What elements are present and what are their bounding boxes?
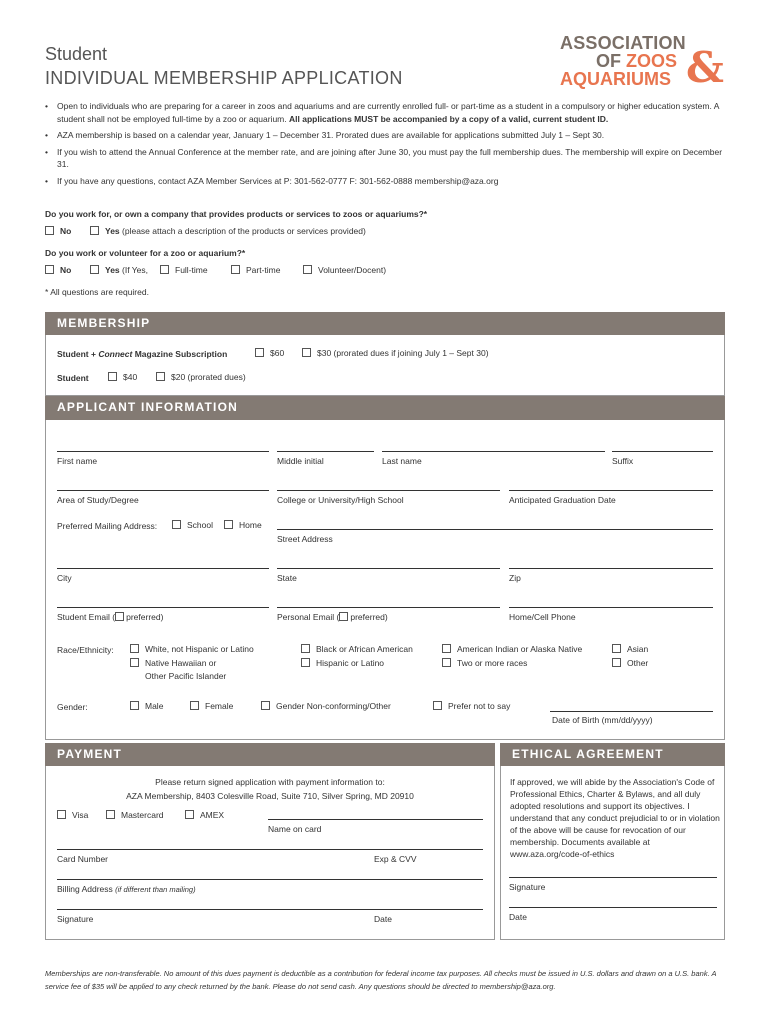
payment-instruction-1: Please return signed application with payment information to:	[155, 777, 385, 787]
race-black-option	[301, 644, 413, 654]
payment-signature-field[interactable]	[57, 909, 483, 910]
membership-row1-label	[57, 349, 227, 359]
page-title: INDIVIDUAL MEMBERSHIP APPLICATION	[45, 68, 403, 88]
gender-nc-label: Gender Non-conforming/Other	[276, 701, 391, 711]
race-asian-label: Asian	[627, 644, 649, 654]
ethical-text: If approved, we will abide by the Association's Code of Professional Ethics, Charter & Bylaws, and all duly adopted resolutions and support its objectives. I understand that any conduct prejudicial to or in violation of the above will be cause for revocation of our membership. Documents available at www.aza.org/code-of-ethics	[510, 777, 720, 859]
logo-ampersand: &	[686, 43, 724, 92]
payment-frame	[45, 743, 495, 940]
card-number-label: Card Number	[57, 854, 109, 864]
membership-row2-label: Student	[57, 373, 89, 383]
race-native-checkbox[interactable]	[442, 644, 451, 653]
logo-line-2a: OF	[596, 51, 621, 71]
ethical-header: ETHICAL AGREEMENT	[500, 743, 725, 766]
grad-date-field[interactable]	[509, 490, 713, 491]
student-email-label-a: Student Email (	[57, 612, 116, 622]
logo-line-2b: ZOOS	[626, 51, 678, 71]
mailing-home-option	[224, 520, 262, 530]
student-email-field[interactable]	[57, 607, 269, 608]
student-email-preferred-checkbox[interactable]	[115, 612, 124, 621]
q1-yes-checkbox[interactable]	[90, 226, 99, 235]
race-hawaiian-label: Native Hawaiian or	[145, 658, 217, 668]
membership-40-label: $40	[123, 372, 138, 382]
street-address-field[interactable]	[277, 529, 713, 530]
q2-volunteer-label: Volunteer/Docent)	[318, 265, 387, 275]
membership-20-checkbox[interactable]	[156, 372, 165, 381]
q1-no-checkbox[interactable]	[45, 226, 54, 235]
q1-no-label: No	[60, 226, 72, 236]
race-other-option	[612, 658, 648, 668]
street-address-label: Street Address	[277, 534, 333, 544]
ethical-date-label: Date	[509, 912, 527, 922]
membership-30-checkbox[interactable]	[302, 348, 311, 357]
membership-row2-opt1	[108, 372, 137, 382]
race-asian-option	[612, 644, 648, 654]
race-black-label: Black or African American	[316, 644, 413, 654]
dob-field[interactable]	[550, 711, 713, 712]
mailing-school-label: School	[187, 520, 213, 530]
last-name-label: Last name	[382, 456, 422, 466]
membership-60-checkbox[interactable]	[255, 348, 264, 357]
visa-option	[57, 810, 88, 820]
q2-fulltime-checkbox[interactable]	[160, 265, 169, 274]
q1-yes-label: Yes	[105, 226, 120, 236]
ethical-signature-field[interactable]	[509, 877, 717, 878]
race-two-option	[442, 658, 527, 668]
membership-30-label: $30 (prorated dues if joining July 1 – Sept 30)	[317, 348, 489, 358]
mastercard-checkbox[interactable]	[106, 810, 115, 819]
logo-line-3: AQUARIUMS	[560, 69, 671, 89]
dob-label: Date of Birth (mm/dd/yyyy)	[552, 715, 653, 725]
logo-line-1: ASSOCIATION	[560, 33, 686, 53]
q2-parttime-checkbox[interactable]	[231, 265, 240, 274]
q2-fulltime-label: Full-time	[175, 265, 208, 275]
race-two-checkbox[interactable]	[442, 658, 451, 667]
personal-email-label-b: preferred)	[350, 612, 388, 622]
row1-label-a: Student +	[57, 349, 99, 359]
bullet-conference: • If you wish to attend the Annual Conference at the member rate, and are joining after June 30, you must pay the full membership dues. The membership will expire on December 31.	[45, 146, 725, 171]
q2-yes-checkbox[interactable]	[90, 265, 99, 274]
gender-nc-option	[261, 701, 391, 711]
race-hispanic-option	[301, 658, 384, 668]
row1-label-c: Magazine Subscription	[132, 349, 228, 359]
gender-male-option	[130, 701, 163, 711]
ethical-date-field[interactable]	[509, 907, 717, 908]
personal-email-preferred-checkbox[interactable]	[339, 612, 348, 621]
visa-label: Visa	[72, 810, 89, 820]
city-label: City	[57, 573, 72, 583]
q2-volunteer-checkbox[interactable]	[303, 265, 312, 274]
race-hawaiian-option	[130, 658, 216, 668]
exp-cvv-label: Exp & CVV	[374, 854, 417, 864]
mastercard-option	[106, 810, 164, 820]
name-on-card-field[interactable]	[268, 819, 483, 820]
race-hawaiian-label-2: Other Pacific Islander	[145, 671, 227, 681]
membership-60-label: $60	[270, 348, 285, 358]
race-other-checkbox[interactable]	[612, 658, 621, 667]
ethical-signature-label: Signature	[509, 882, 546, 892]
membership-row2-opt2	[156, 372, 246, 382]
membership-40-checkbox[interactable]	[108, 372, 117, 381]
phone-label: Home/Cell Phone	[509, 612, 576, 622]
middle-initial-field[interactable]	[277, 451, 374, 452]
zip-field[interactable]	[509, 568, 713, 569]
student-email-label	[57, 612, 163, 622]
mailing-school-checkbox[interactable]	[172, 520, 181, 529]
gender-label: Gender:	[57, 702, 88, 712]
grad-date-label: Anticipated Graduation Date	[509, 495, 616, 505]
q2-no-label: No	[60, 265, 72, 275]
billing-address-label-a: Billing Address	[57, 884, 113, 894]
required-note: * All questions are required.	[45, 287, 149, 297]
personal-email-label	[277, 612, 388, 622]
name-on-card-label: Name on card	[268, 824, 322, 834]
race-asian-checkbox[interactable]	[612, 644, 621, 653]
gender-prefer-checkbox[interactable]	[433, 701, 442, 710]
state-label: State	[277, 573, 297, 583]
race-black-checkbox[interactable]	[301, 644, 310, 653]
info-bullets	[45, 100, 725, 191]
billing-address-label	[57, 884, 196, 894]
zip-label: Zip	[509, 573, 521, 583]
gender-female-checkbox[interactable]	[190, 701, 199, 710]
race-hawaiian-checkbox[interactable]	[130, 658, 139, 667]
amex-label: AMEX	[200, 810, 225, 820]
aza-logo	[560, 33, 730, 93]
payment-date-label: Date	[374, 914, 392, 924]
first-name-field[interactable]	[57, 451, 269, 452]
bullet-eligibility	[45, 100, 725, 125]
gender-female-option	[190, 701, 233, 711]
q2-parttime-label: Part-time	[246, 265, 281, 275]
race-hispanic-label: Hispanic or Latino	[316, 658, 385, 668]
personal-email-field[interactable]	[277, 607, 500, 608]
card-number-field[interactable]	[57, 849, 483, 850]
race-native-label: American Indian or Alaska Native	[457, 644, 583, 654]
row1-label-connect: Connect	[98, 349, 133, 359]
applicant-header: APPLICANT INFORMATION	[45, 396, 725, 420]
payment-header: PAYMENT	[45, 743, 495, 766]
amex-option	[185, 810, 224, 820]
bullet-eligibility-text: Open to individuals who are preparing for a career in zoos and aquariums and are currently enrolled full- or part-time as a student in a compulsory or higher education system. A student shall not be employed full-time by a zoo or aquarium.	[57, 101, 719, 124]
gender-nc-checkbox[interactable]	[261, 701, 270, 710]
q2-yes-note: (If Yes,	[122, 265, 149, 275]
race-hispanic-checkbox[interactable]	[301, 658, 310, 667]
visa-checkbox[interactable]	[57, 810, 66, 819]
race-white-label: White, not Hispanic or Latino	[145, 644, 254, 654]
membership-20-label: $20 (prorated dues)	[171, 372, 246, 382]
mailing-label: Preferred Mailing Address:	[57, 521, 158, 531]
first-name-label: First name	[57, 456, 98, 466]
membership-header: MEMBERSHIP	[45, 312, 725, 335]
race-native-option	[442, 644, 582, 654]
mailing-home-checkbox[interactable]	[224, 520, 233, 529]
bullet-calendar: • AZA membership is based on a calendar year, January 1 – December 31. Prorated dues are available for applications submitted July 1 – Sept 30.	[45, 129, 725, 142]
phone-field[interactable]	[509, 607, 713, 608]
personal-email-label-a: Personal Email (	[277, 612, 340, 622]
area-of-study-field[interactable]	[57, 490, 269, 491]
q1-yes-note: (please attach a description of the products or services provided)	[122, 226, 366, 236]
race-other-label: Other	[627, 658, 649, 668]
student-email-label-b: preferred)	[126, 612, 164, 622]
payment-instruction-2: AZA Membership, 8403 Colesville Road, Suite 710, Silver Spring, MD 20910	[126, 791, 414, 801]
question-vendor: Do you work for, or own a company that provides products or services to zoos or aquariums?*	[45, 209, 428, 219]
gender-prefer-label: Prefer not to say	[448, 701, 511, 711]
question-zoo: Do you work or volunteer for a zoo or aquarium?*	[45, 248, 246, 258]
mailing-home-label: Home	[239, 520, 262, 530]
area-of-study-label: Area of Study/Degree	[57, 495, 139, 505]
footer-disclaimer: Memberships are non-transferable. No amount of this dues payment is deductible as a contribution for federal income tax purposes. All checks must be issued in U.S. dollars and drawn on a U.S. bank. A service fee of $35 will be applied to any check returned by the bank. Please do not send cash. Any questions should be directed to membership@aza.org.	[45, 969, 717, 991]
q2-yes-label: Yes	[105, 265, 120, 275]
membership-row1-opt1	[255, 348, 284, 358]
last-name-field[interactable]	[382, 451, 605, 452]
gender-female-label: Female	[205, 701, 234, 711]
race-two-label: Two or more races	[457, 658, 528, 668]
billing-address-field[interactable]	[57, 879, 483, 880]
bullet-contact: • If you have any questions, contact AZA Member Services at P: 301-562-0777 F: 301-562-0888 membership@aza.org	[45, 175, 725, 188]
membership-row1-opt2	[302, 348, 489, 358]
title-top: Student	[45, 44, 108, 64]
amex-checkbox[interactable]	[185, 810, 194, 819]
college-label: College or University/High School	[277, 495, 404, 505]
state-field[interactable]	[277, 568, 500, 569]
race-white-option	[130, 644, 254, 654]
suffix-field[interactable]	[612, 451, 713, 452]
gender-male-checkbox[interactable]	[130, 701, 139, 710]
suffix-label: Suffix	[612, 456, 634, 466]
q2-no-checkbox[interactable]	[45, 265, 54, 274]
gender-male-label: Male	[145, 701, 164, 711]
college-field[interactable]	[277, 490, 500, 491]
race-white-checkbox[interactable]	[130, 644, 139, 653]
middle-initial-label: Middle initial	[277, 456, 324, 466]
payment-signature-label: Signature	[57, 914, 94, 924]
billing-address-label-b: (if different than mailing)	[115, 885, 196, 894]
mastercard-label: Mastercard	[121, 810, 164, 820]
bullet-eligibility-bold: All applications MUST be accompanied by a copy of a valid, current student ID.	[289, 113, 609, 124]
gender-prefer-option	[433, 701, 510, 711]
race-label: Race/Ethnicity:	[57, 645, 114, 655]
city-field[interactable]	[57, 568, 269, 569]
mailing-school-option	[172, 520, 213, 530]
